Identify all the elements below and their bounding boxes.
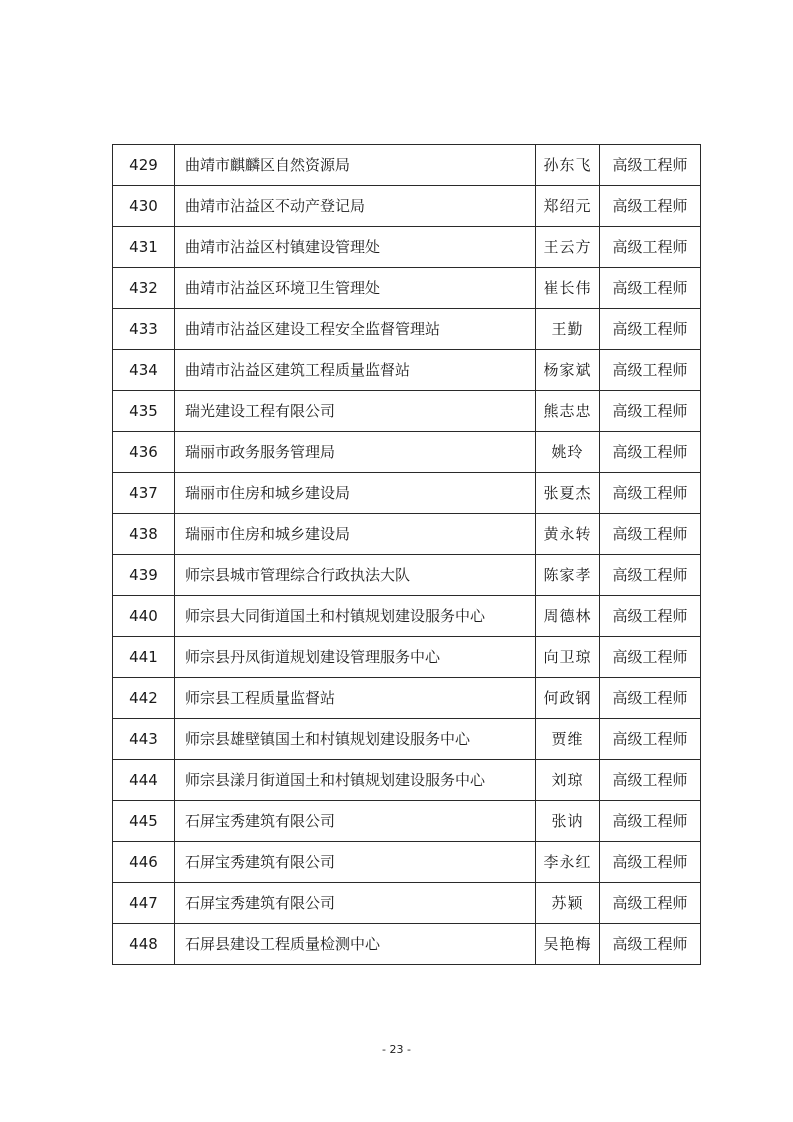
organization-cell: 曲靖市沾益区村镇建设管理处	[175, 227, 536, 268]
person-name-cell: 黄永转	[536, 514, 600, 555]
organization-cell: 师宗县丹凤街道规划建设管理服务中心	[175, 637, 536, 678]
roster-table	[112, 144, 701, 965]
page-number: - 23 -	[382, 1043, 411, 1056]
person-name-cell: 张夏杰	[536, 473, 600, 514]
person-name-cell: 何政钢	[536, 678, 600, 719]
table-row	[113, 268, 701, 309]
row-number-cell: 433	[113, 309, 175, 350]
organization-cell: 师宗县雄壁镇国土和村镇规划建设服务中心	[175, 719, 536, 760]
professional-title-cell: 高级工程师	[600, 186, 701, 227]
professional-title-cell: 高级工程师	[600, 678, 701, 719]
professional-title-cell: 高级工程师	[600, 760, 701, 801]
professional-title-cell: 高级工程师	[600, 268, 701, 309]
professional-title-cell: 高级工程师	[600, 514, 701, 555]
professional-title-cell: 高级工程师	[600, 842, 701, 883]
table-row	[113, 227, 701, 268]
row-number-cell: 434	[113, 350, 175, 391]
organization-cell: 瑞丽市住房和城乡建设局	[175, 473, 536, 514]
organization-cell: 石屏县建设工程质量检测中心	[175, 924, 536, 965]
row-number-cell: 444	[113, 760, 175, 801]
organization-cell: 瑞丽市住房和城乡建设局	[175, 514, 536, 555]
table-row	[113, 924, 701, 965]
row-number-cell: 440	[113, 596, 175, 637]
professional-title-cell: 高级工程师	[600, 391, 701, 432]
row-number-cell: 435	[113, 391, 175, 432]
table-row	[113, 514, 701, 555]
professional-title-cell: 高级工程师	[600, 555, 701, 596]
person-name-cell: 周德林	[536, 596, 600, 637]
professional-title-cell: 高级工程师	[600, 883, 701, 924]
row-number-cell: 430	[113, 186, 175, 227]
table-row	[113, 719, 701, 760]
person-name-cell: 刘琼	[536, 760, 600, 801]
person-name-cell: 李永红	[536, 842, 600, 883]
row-number-cell: 438	[113, 514, 175, 555]
professional-title-cell: 高级工程师	[600, 350, 701, 391]
row-number-cell: 445	[113, 801, 175, 842]
table-row	[113, 637, 701, 678]
organization-cell: 石屏宝秀建筑有限公司	[175, 842, 536, 883]
table-row	[113, 842, 701, 883]
professional-title-cell: 高级工程师	[600, 309, 701, 350]
table-row	[113, 391, 701, 432]
organization-cell: 曲靖市沾益区建筑工程质量监督站	[175, 350, 536, 391]
person-name-cell: 王勤	[536, 309, 600, 350]
organization-cell: 师宗县大同街道国土和村镇规划建设服务中心	[175, 596, 536, 637]
professional-title-cell: 高级工程师	[600, 145, 701, 186]
table-row	[113, 432, 701, 473]
table-row	[113, 555, 701, 596]
row-number-cell: 441	[113, 637, 175, 678]
person-name-cell: 贾维	[536, 719, 600, 760]
table-row	[113, 309, 701, 350]
professional-title-cell: 高级工程师	[600, 432, 701, 473]
person-name-cell: 吴艳梅	[536, 924, 600, 965]
person-name-cell: 郑绍元	[536, 186, 600, 227]
organization-cell: 曲靖市沾益区环境卫生管理处	[175, 268, 536, 309]
professional-title-cell: 高级工程师	[600, 227, 701, 268]
table-row	[113, 145, 701, 186]
organization-cell: 瑞丽市政务服务管理局	[175, 432, 536, 473]
table-row	[113, 596, 701, 637]
table-row	[113, 473, 701, 514]
roster-table-body	[113, 145, 701, 965]
professional-title-cell: 高级工程师	[600, 637, 701, 678]
person-name-cell: 熊志忠	[536, 391, 600, 432]
organization-cell: 师宗县城市管理综合行政执法大队	[175, 555, 536, 596]
person-name-cell: 苏颖	[536, 883, 600, 924]
person-name-cell: 孙东飞	[536, 145, 600, 186]
row-number-cell: 442	[113, 678, 175, 719]
table-row	[113, 678, 701, 719]
row-number-cell: 436	[113, 432, 175, 473]
person-name-cell: 崔长伟	[536, 268, 600, 309]
row-number-cell: 443	[113, 719, 175, 760]
organization-cell: 瑞光建设工程有限公司	[175, 391, 536, 432]
row-number-cell: 447	[113, 883, 175, 924]
row-number-cell: 431	[113, 227, 175, 268]
organization-cell: 曲靖市沾益区不动产登记局	[175, 186, 536, 227]
person-name-cell: 王云方	[536, 227, 600, 268]
row-number-cell: 437	[113, 473, 175, 514]
person-name-cell: 张讷	[536, 801, 600, 842]
organization-cell: 曲靖市麒麟区自然资源局	[175, 145, 536, 186]
table-row	[113, 350, 701, 391]
table-row	[113, 883, 701, 924]
person-name-cell: 陈家孝	[536, 555, 600, 596]
professional-title-cell: 高级工程师	[600, 719, 701, 760]
organization-cell: 石屏宝秀建筑有限公司	[175, 801, 536, 842]
organization-cell: 师宗县漾月街道国土和村镇规划建设服务中心	[175, 760, 536, 801]
person-name-cell: 杨家斌	[536, 350, 600, 391]
professional-title-cell: 高级工程师	[600, 924, 701, 965]
organization-cell: 曲靖市沾益区建设工程安全监督管理站	[175, 309, 536, 350]
table-row	[113, 801, 701, 842]
table-row	[113, 186, 701, 227]
row-number-cell: 439	[113, 555, 175, 596]
row-number-cell: 429	[113, 145, 175, 186]
row-number-cell: 448	[113, 924, 175, 965]
organization-cell: 石屏宝秀建筑有限公司	[175, 883, 536, 924]
row-number-cell: 432	[113, 268, 175, 309]
organization-cell: 师宗县工程质量监督站	[175, 678, 536, 719]
row-number-cell: 446	[113, 842, 175, 883]
professional-title-cell: 高级工程师	[600, 596, 701, 637]
professional-title-cell: 高级工程师	[600, 801, 701, 842]
person-name-cell: 姚玲	[536, 432, 600, 473]
table-row	[113, 760, 701, 801]
professional-title-cell: 高级工程师	[600, 473, 701, 514]
person-name-cell: 向卫琼	[536, 637, 600, 678]
